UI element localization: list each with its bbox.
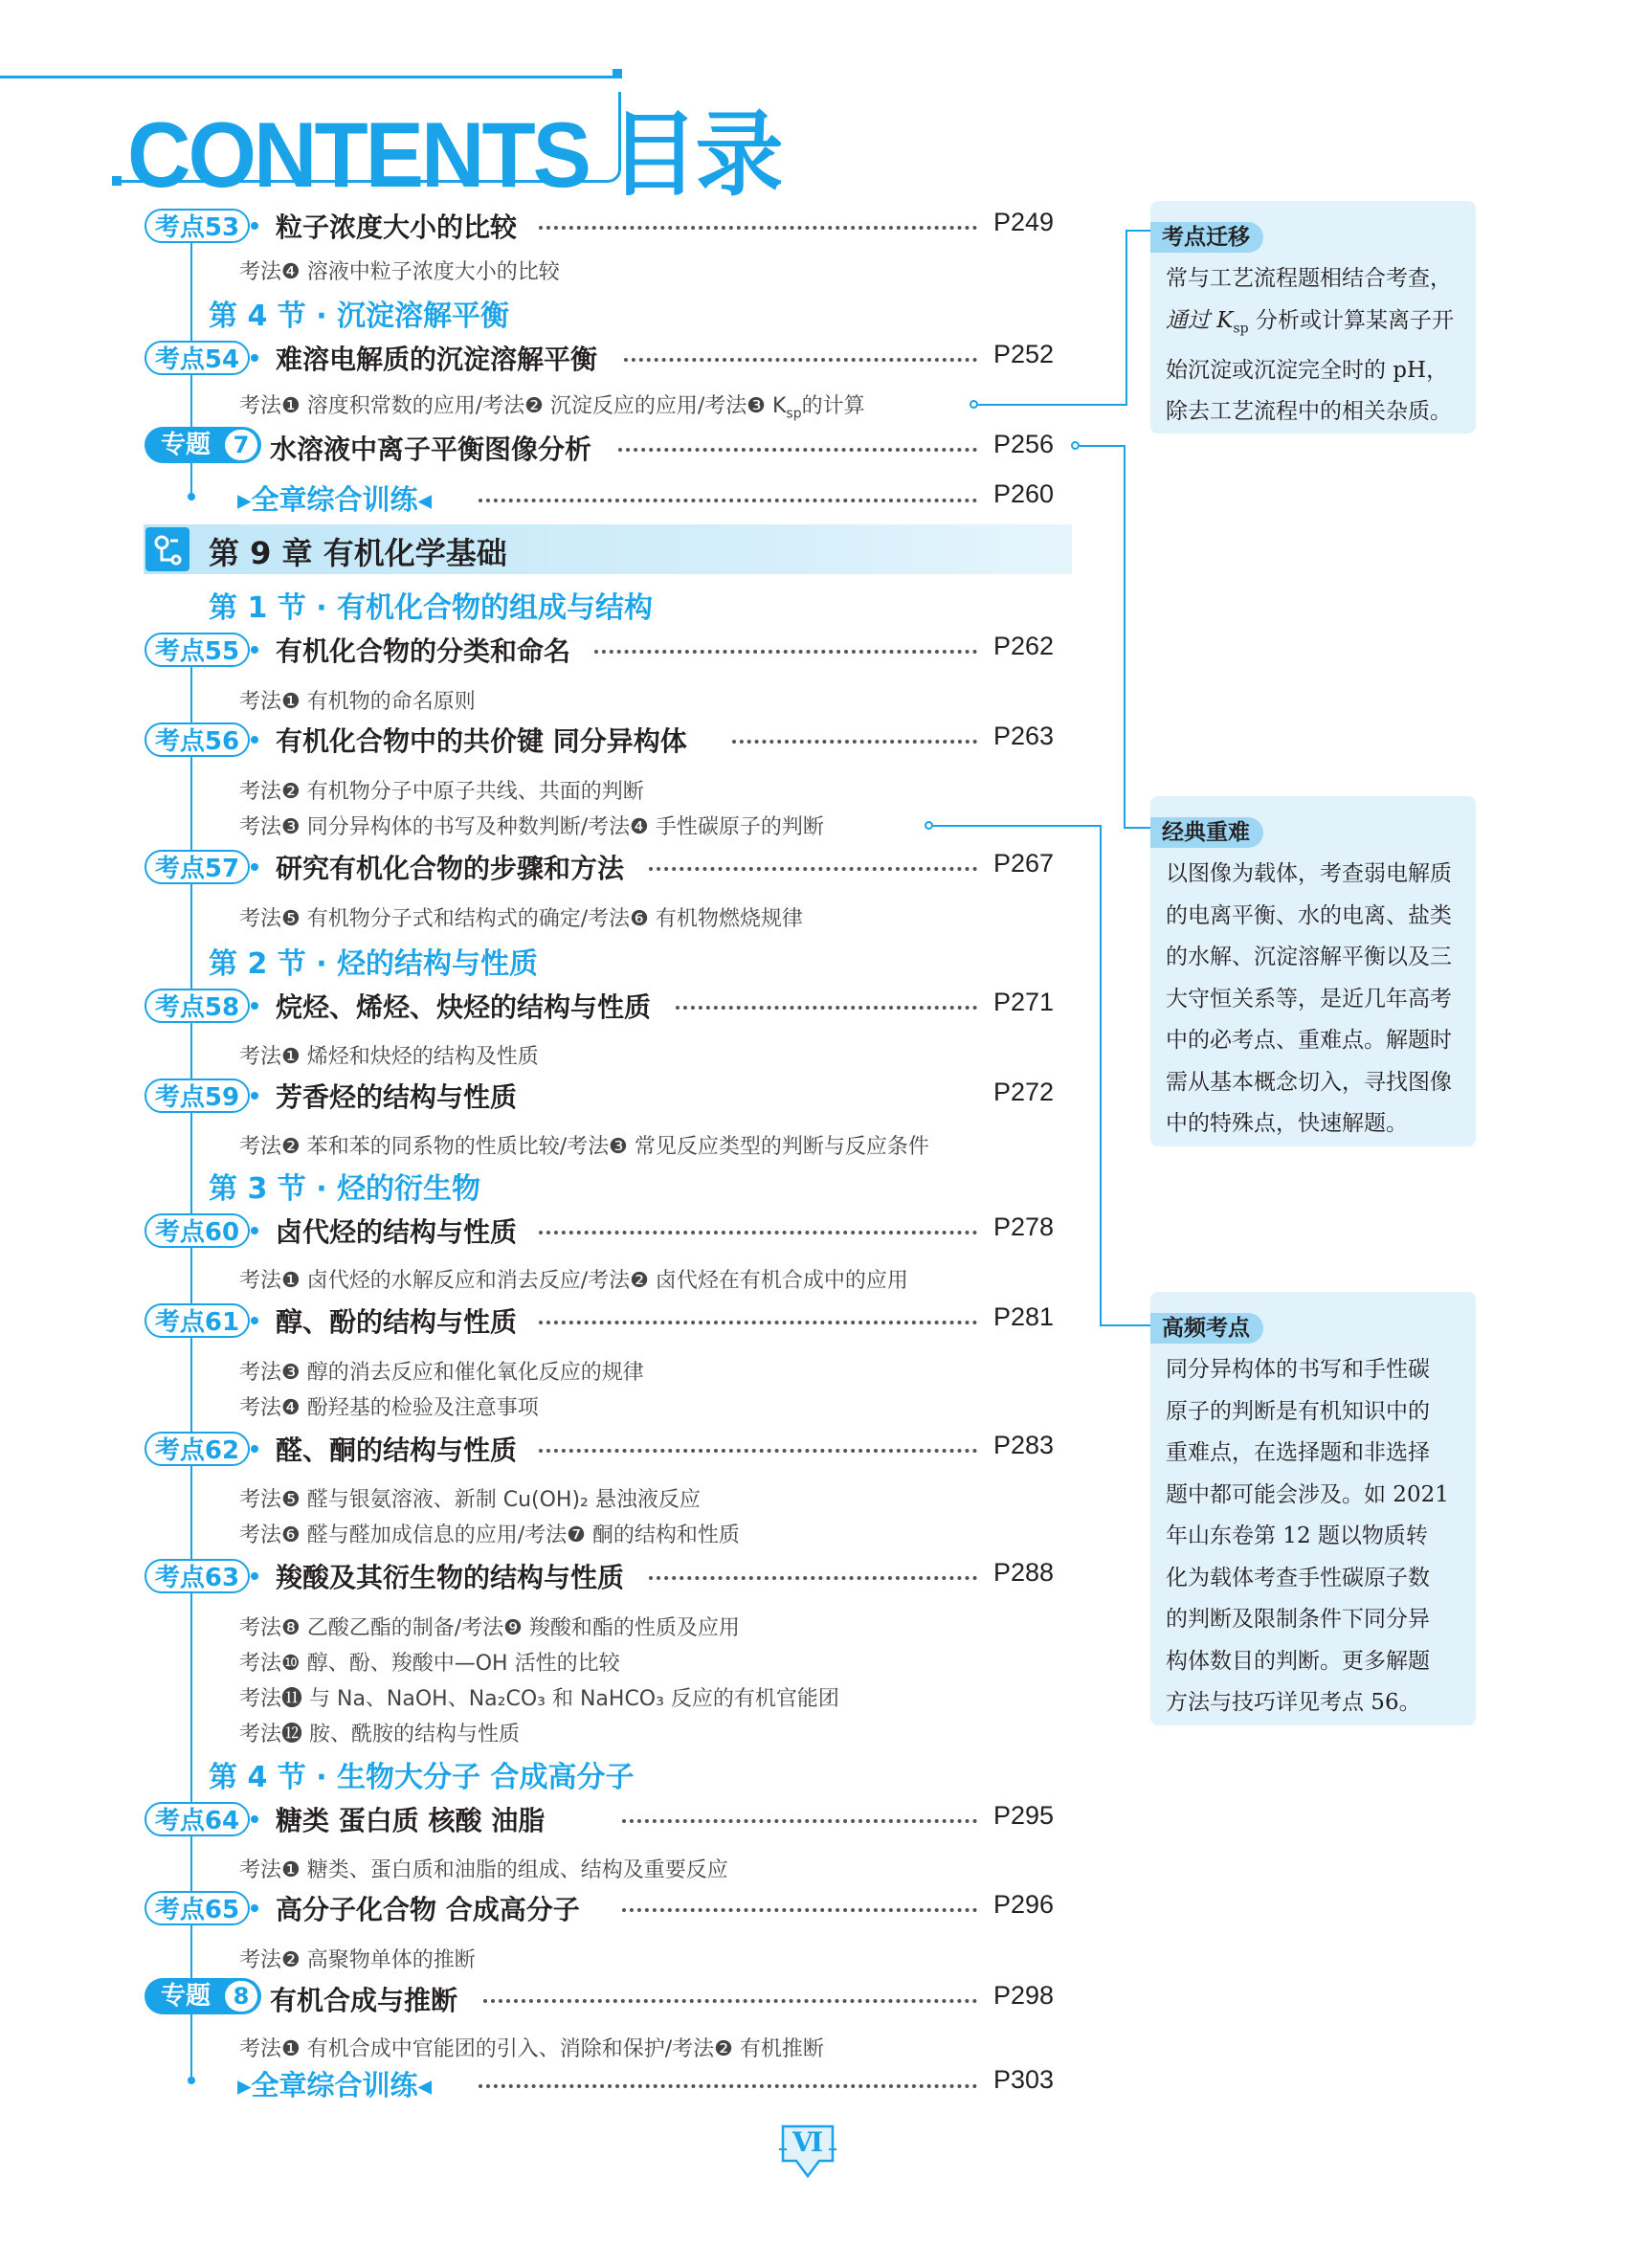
entry-subitem: 考法❻ 醛与醛加成信息的应用/考法❼ 酮的结构和性质 xyxy=(239,1523,740,1547)
leader-dots xyxy=(594,650,977,654)
entry-subitem: 考法❹ 酚羟基的检验及注意事项 xyxy=(239,1396,539,1420)
note-body: 同分异构体的书写和手性碳 原子的判断是有机知识中的 重难点，在选择题和非选择 题中都可能会涉及。如 2021 年山东卷第 12 题以物质转 化为载体考查手性碳原子数 的判断及限制条件下同分异 构体数目的判断。更多解题 方法与技巧详见考点 56。 xyxy=(1166,1357,1449,1715)
connector-dot xyxy=(1071,441,1080,450)
leader-dots xyxy=(479,2084,977,2088)
entry-title[interactable]: 研究有机化合物的步骤和方法 xyxy=(276,853,625,884)
note-tag: 考点迁移 xyxy=(1150,222,1263,253)
kaodian-badge[interactable]: 考点63 xyxy=(145,1559,250,1593)
entry-subitem: 考法❶ 有机物的命名原则 xyxy=(239,690,476,714)
leader-dots xyxy=(732,740,977,744)
entry-subitem: 考法❹ 溶液中粒子浓度大小的比较 xyxy=(239,260,560,284)
connector-line xyxy=(1124,445,1126,829)
badge-dot xyxy=(251,1002,258,1010)
kaodian-badge[interactable]: 考点61 xyxy=(145,1303,250,1338)
page-number[interactable]: P267 xyxy=(993,849,1055,878)
badge-dot xyxy=(251,1317,258,1324)
entry-title[interactable]: 烷烃、烯烃、炔烃的结构与性质 xyxy=(276,991,652,1023)
page-number[interactable]: P283 xyxy=(993,1431,1055,1459)
page-number[interactable]: P252 xyxy=(993,340,1055,368)
entry-title[interactable]: 卤代烃的结构与性质 xyxy=(276,1216,518,1248)
entry-subitem: 考法❷ 苯和苯的同系物的性质比较/考法❸ 常见反应类型的判断与反应条件 xyxy=(239,1135,929,1159)
entry-title[interactable]: 醇、酚的结构与性质 xyxy=(276,1306,518,1338)
connector-line xyxy=(933,825,1102,827)
timeline-end-dot xyxy=(188,493,195,500)
page-number[interactable]: P278 xyxy=(993,1212,1055,1241)
badge-dot xyxy=(251,1092,258,1100)
section-heading: 第 3 节 · 烃的衍生物 xyxy=(209,1172,481,1206)
page-number[interactable]: P260 xyxy=(993,479,1055,508)
page-number[interactable]: P263 xyxy=(993,722,1055,750)
page-number[interactable]: P296 xyxy=(993,1890,1055,1919)
entry-subitem: 考法❶ 糖类、蛋白质和油脂的组成、结构及重要反应 xyxy=(239,1858,728,1882)
page-number[interactable]: P256 xyxy=(993,430,1055,458)
kaodian-badge[interactable]: 考点55 xyxy=(145,633,250,667)
zhuanti-number: 8 xyxy=(225,1981,257,2012)
leader-dots xyxy=(483,1999,977,2003)
badge-dot xyxy=(251,354,258,362)
section-heading: 第 1 节 · 有机化合物的组成与结构 xyxy=(209,591,654,625)
entry-subitem: 考法❸ 同分异构体的书写及种数判断/考法❹ 手性碳原子的判断 xyxy=(239,815,824,839)
kaodian-badge[interactable]: 考点65 xyxy=(145,1891,250,1925)
leader-dots xyxy=(624,358,977,362)
section-heading: 第 2 节 · 烃的结构与性质 xyxy=(209,947,539,981)
entry-title[interactable]: 醛、酮的结构与性质 xyxy=(276,1434,518,1466)
badge-dot xyxy=(251,646,258,654)
entry-title[interactable]: 芳香烃的结构与性质 xyxy=(276,1081,518,1113)
header-corner-square xyxy=(112,176,122,186)
side-note-kaodian-qianyi xyxy=(1150,201,1476,434)
timeline-end-dot xyxy=(188,2077,195,2084)
section-heading: 第 4 节 · 沉淀溶解平衡 xyxy=(209,300,510,333)
chapter-title: 第 9 章 有机化学基础 xyxy=(209,535,507,571)
entry-subitem: 考法❽ 乙酸乙酯的制备/考法❾ 羧酸和酯的性质及应用 xyxy=(239,1616,740,1640)
page-number[interactable]: P272 xyxy=(993,1078,1055,1106)
badge-dot xyxy=(251,736,258,744)
leader-dots xyxy=(649,867,977,871)
zhuanti-number: 7 xyxy=(225,430,257,460)
kaodian-badge[interactable]: 考点64 xyxy=(145,1802,250,1836)
entry-title[interactable]: 粒子浓度大小的比较 xyxy=(276,211,518,243)
leader-dots xyxy=(539,226,977,230)
page-number[interactable]: P262 xyxy=(993,632,1055,660)
leader-dots xyxy=(539,1449,977,1453)
kaodian-badge[interactable]: 考点58 xyxy=(145,989,250,1023)
entry-subitem: 考法⓬ 胺、酰胺的结构与性质 xyxy=(239,1723,520,1746)
connector-line xyxy=(978,404,1127,406)
side-note-jingdian-zhongnan xyxy=(1150,796,1476,1146)
entry-subitem: 考法❷ 有机物分子中原子共线、共面的判断 xyxy=(239,780,644,804)
kaodian-badge[interactable]: 考点62 xyxy=(145,1432,250,1466)
leader-dots xyxy=(622,1819,977,1823)
note-tag: 高频考点 xyxy=(1150,1313,1263,1344)
page-number[interactable]: P298 xyxy=(993,1981,1055,2010)
page-number[interactable]: P303 xyxy=(993,2065,1055,2094)
page-number[interactable]: P271 xyxy=(993,988,1055,1016)
zhuanti-badge[interactable] xyxy=(145,427,261,463)
entry-title[interactable]: 难溶电解质的沉淀溶解平衡 xyxy=(276,344,598,375)
badge-dot xyxy=(251,1904,258,1912)
zhuanti-badge[interactable] xyxy=(145,1978,261,2014)
note-body: 以图像为载体，考查弱电解质 的电离平衡、水的电离、盐类 的水解、沉淀溶解平衡以及三 大守恒关系等，是近几年高考 中的必考点、重难点。解题时 需从基本概念切入，寻找图像 中的特殊点，快速解题。 xyxy=(1166,861,1452,1136)
entry-subitem: 考法❶ 烯烃和炔烃的结构及性质 xyxy=(239,1045,539,1069)
kaodian-badge[interactable]: 考点59 xyxy=(145,1078,250,1113)
leader-dots xyxy=(676,1006,977,1010)
connector-line xyxy=(1100,825,1102,1326)
connector-line xyxy=(1080,445,1126,447)
kaodian-badge[interactable]: 考点53 xyxy=(145,209,250,243)
kaodian-badge[interactable]: 考点60 xyxy=(145,1213,250,1248)
entry-subitem: 考法❶ 有机合成中官能团的引入、消除和保护/考法❷ 有机推断 xyxy=(239,2037,824,2061)
footer-page-number: Ⅵ xyxy=(791,2126,824,2158)
leader-dots xyxy=(622,1908,977,1912)
entry-subitem: 考法❸ 醇的消去反应和催化氧化反应的规律 xyxy=(239,1361,644,1385)
badge-dot xyxy=(251,863,258,871)
chapter-review[interactable]: ▸全章综合训练◂ xyxy=(237,2069,433,2101)
badge-dot xyxy=(251,1227,258,1234)
flask-icon xyxy=(145,527,189,571)
entry-subitem: 考法❷ 高聚物单体的推断 xyxy=(239,1948,476,1972)
page-number[interactable]: P295 xyxy=(993,1801,1055,1830)
leader-dots xyxy=(649,1576,977,1580)
entry-subitem: 考法❺ 醛与银氨溶液、新制 Cu(OH)₂ 悬浊液反应 xyxy=(239,1488,701,1512)
page-number[interactable]: P288 xyxy=(993,1558,1055,1587)
side-note-gaopin-kaodian xyxy=(1150,1292,1476,1725)
leader-dots xyxy=(618,448,977,452)
note-tag: 经典重难 xyxy=(1150,817,1263,848)
badge-dot xyxy=(251,1815,258,1823)
connector-dot xyxy=(970,400,978,409)
page-number-badge xyxy=(777,2121,838,2180)
connector-line xyxy=(1126,230,1127,406)
page-title: CONTENTS 目录 xyxy=(127,103,781,207)
badge-dot xyxy=(251,222,258,230)
note-body: 常与工艺流程题相结合考查， 通过 $K_{sp}$ 分析或计算某离子开 始沉淀或沉淀完全时的 pH， 除去工艺流程中的相关杂质。 xyxy=(1166,266,1454,425)
connector-line xyxy=(1100,1324,1156,1326)
entry-subitem: 考法⓫ 与 Na、NaOH、Na₂CO₃ 和 NaHCO₃ 反应的有机官能团 xyxy=(239,1687,839,1711)
entry-subitem: 考法❿ 醇、酚、羧酸中—OH 活性的比较 xyxy=(239,1652,620,1676)
leader-dots xyxy=(539,1231,977,1234)
section-heading: 第 4 节 · 生物大分子 合成高分子 xyxy=(209,1761,635,1794)
zhuanti-label: 专题 xyxy=(160,431,211,459)
page-number[interactable]: P249 xyxy=(993,208,1055,236)
entry-subitem: 考法❺ 有机物分子式和结构式的确定/考法❻ 有机物燃烧规律 xyxy=(239,907,803,931)
entry-title[interactable]: 糖类 蛋白质 核酸 油脂 xyxy=(276,1805,546,1836)
kaodian-badge[interactable]: 考点56 xyxy=(145,723,250,757)
entry-title[interactable]: 羧酸及其衍生物的结构与性质 xyxy=(276,1562,625,1593)
leader-dots xyxy=(539,1321,977,1324)
page-number[interactable]: P281 xyxy=(993,1302,1055,1331)
entry-title[interactable]: 高分子化合物 合成高分子 xyxy=(276,1894,580,1925)
zhuanti-label: 专题 xyxy=(160,1982,211,2011)
entry-title[interactable]: 水溶液中离子平衡图像分析 xyxy=(270,434,592,465)
connector-dot xyxy=(925,821,933,830)
chapter-review[interactable]: ▸全章综合训练◂ xyxy=(237,483,433,516)
entry-subitem: 考法❶ 溶度积常数的应用/考法❷ 沉淀反应的应用/考法❸ $K_{sp}$的计算 xyxy=(239,394,865,422)
badge-dot xyxy=(251,1572,258,1580)
kaodian-badge[interactable]: 考点57 xyxy=(145,850,250,884)
entry-title[interactable]: 有机合成与推断 xyxy=(270,1985,458,2016)
header-corner-square xyxy=(613,69,622,78)
entry-subitem: 考法❶ 卤代烃的水解反应和消去反应/考法❷ 卤代烃在有机合成中的应用 xyxy=(239,1269,908,1293)
header-rule xyxy=(0,76,622,78)
kaodian-badge[interactable]: 考点54 xyxy=(145,341,250,375)
badge-dot xyxy=(251,1445,258,1453)
entry-title[interactable]: 有机化合物中的共价键 同分异构体 xyxy=(276,725,687,757)
entry-title[interactable]: 有机化合物的分类和命名 xyxy=(276,635,571,667)
leader-dots xyxy=(479,499,977,502)
